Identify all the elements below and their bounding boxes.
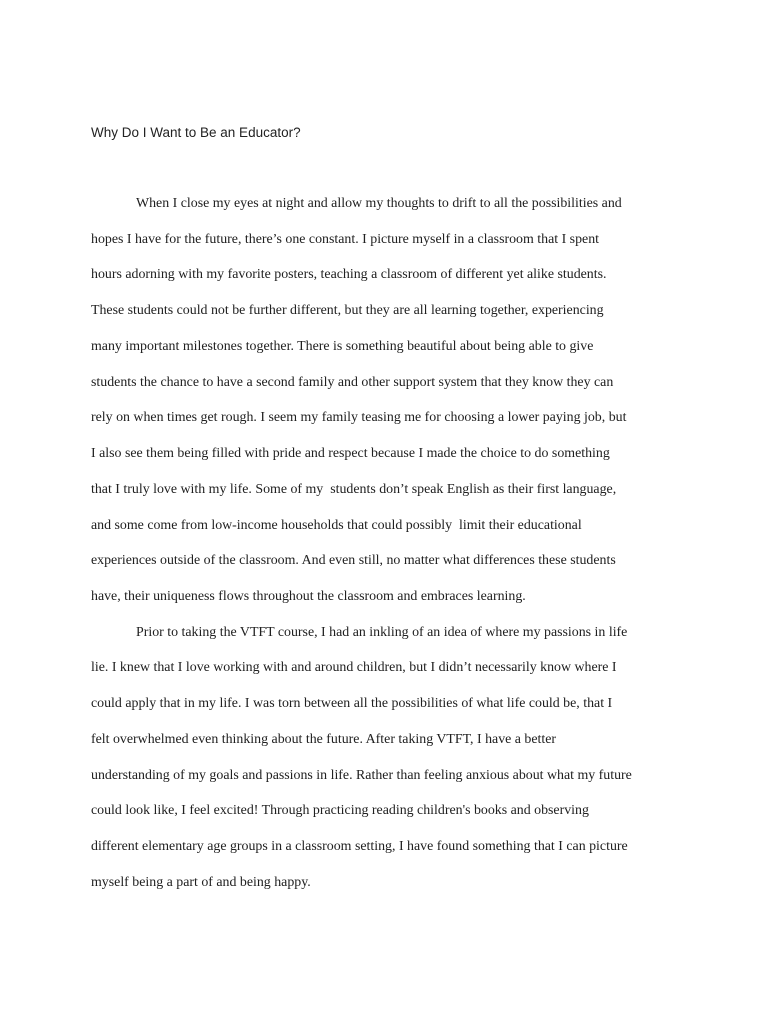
- paragraph-2-line-1: Prior to taking the VTFT course, I had an inkling of an idea of where my passions in life: [136, 625, 628, 640]
- paragraph-1-line-1: When I close my eyes at night and allow my thoughts to drift to all the possibilities and: [136, 196, 622, 211]
- paragraph-1-line-11: experiences outside of the classroom. And even still, no matter what differences these students: [91, 553, 616, 568]
- paragraph-1-line-4: These students could not be further different, but they are all learning together, experiencing: [91, 303, 604, 318]
- paragraph-2-line-5: understanding of my goals and passions in life. Rather than feeling anxious about what my future: [91, 768, 632, 783]
- paragraph-1-line-12: have, their uniqueness flows throughout the classroom and embraces learning.: [91, 589, 526, 604]
- document-title: Why Do I Want to Be an Educator?: [91, 125, 301, 140]
- paragraph-1-line-2: hopes I have for the future, there’s one constant. I picture myself in a classroom that I spent: [91, 232, 600, 247]
- paragraph-2-line-3: could apply that in my life. I was torn between all the possibilities of what life could be, that I: [91, 696, 613, 711]
- paragraph-1-line-10: and some come from low-income households that could possibly limit their educational: [91, 518, 582, 533]
- paragraph-1-line-9: that I truly love with my life. Some of my students don’t speak English as their first language,: [91, 482, 617, 497]
- paragraph-2-line-8: myself being a part of and being happy.: [91, 875, 311, 890]
- paragraph-1-line-5: many important milestones together. There is something beautiful about being able to give: [91, 339, 594, 354]
- paragraph-2-line-2: lie. I knew that I love working with and around children, but I didn’t necessarily know where I: [91, 660, 617, 675]
- paragraph-2-line-6: could look like, I feel excited! Through practicing reading children's books and observing: [91, 803, 589, 818]
- paragraph-1-line-3: hours adorning with my favorite posters, teaching a classroom of different yet alike students.: [91, 267, 607, 282]
- paragraph-2-line-4: felt overwhelmed even thinking about the future. After taking VTFT, I have a better: [91, 732, 557, 747]
- paragraph-2-line-7: different elementary age groups in a classroom setting, I have found something that I can picture: [91, 839, 628, 854]
- paragraph-1-line-8: I also see them being filled with pride and respect because I made the choice to do something: [91, 446, 610, 461]
- paragraph-1-line-6: students the chance to have a second family and other support system that they know they can: [91, 375, 614, 390]
- paragraph-1-line-7: rely on when times get rough. I seem my family teasing me for choosing a lower paying job, but: [91, 410, 627, 425]
